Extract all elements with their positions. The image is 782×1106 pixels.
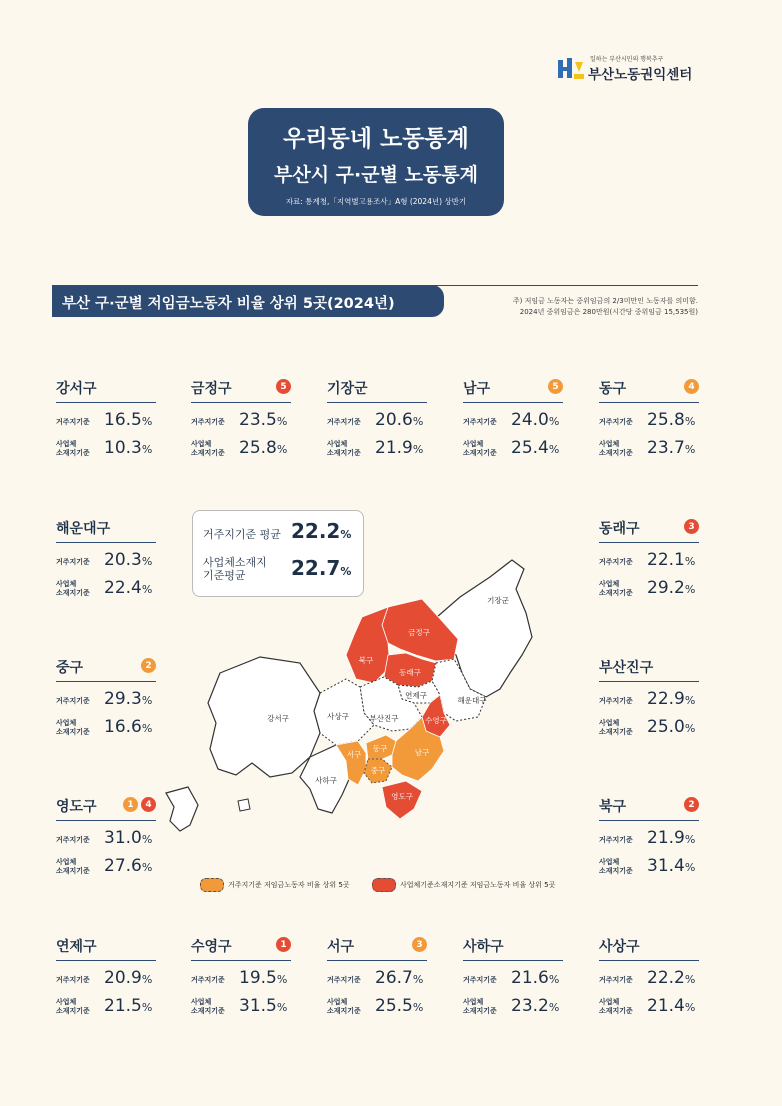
district-sasang <box>599 936 717 1026</box>
map-label-busanjin: 부산진구 <box>369 714 399 723</box>
workplace-label: 사업체 소재지기준 <box>599 998 633 1015</box>
district-seo <box>327 936 445 1026</box>
district-underline <box>599 960 699 961</box>
map-label-nam: 남구 <box>414 748 430 757</box>
residence-value: 20.6% <box>375 410 424 430</box>
map-label-geumjeong: 금정구 <box>408 628 430 637</box>
workplace-value: 23.7% <box>647 438 696 458</box>
residence-label: 거주지기준 <box>56 697 90 705</box>
workplace-value: 22.4% <box>104 578 153 598</box>
district-underline <box>463 960 563 961</box>
district-name: 동래구 <box>599 521 640 537</box>
district-gijang <box>327 378 445 468</box>
district-dong <box>599 378 717 468</box>
map-label-gijang: 기장군 <box>487 596 509 605</box>
legend-swatch-residence <box>200 878 224 892</box>
residence-value: 22.9% <box>647 689 696 709</box>
map-label-dongnae: 동래구 <box>399 668 421 677</box>
district-underline <box>599 542 699 543</box>
district-suyeong <box>191 936 309 1026</box>
workplace-label: 사업체 소재지기준 <box>599 580 633 597</box>
residence-label: 거주지기준 <box>191 976 225 984</box>
rank-badge: 4 <box>684 379 699 394</box>
workplace-value: 21.9% <box>375 438 424 458</box>
residence-value: 31.0% <box>104 828 153 848</box>
workplace-value: 29.2% <box>647 578 696 598</box>
map-island-small <box>238 799 250 811</box>
district-underline <box>56 960 156 961</box>
legend-residence-label: 거주지기준 저임금노동자 비율 상위 5곳 <box>228 881 350 889</box>
workplace-label: 사업체 소재지기준 <box>56 580 90 597</box>
district-gangseo <box>56 378 174 468</box>
logo-mark-icon <box>556 56 586 84</box>
rank-badges <box>548 379 563 394</box>
rank-badge: 5 <box>276 379 291 394</box>
district-underline <box>56 542 156 543</box>
residence-value: 22.2% <box>647 968 696 988</box>
logo-name: 부산노동권익센터 <box>588 67 693 83</box>
workplace-label: 사업체 소재지기준 <box>463 998 497 1015</box>
map-label-sasang: 사상구 <box>327 712 349 721</box>
residence-value: 19.5% <box>239 968 288 988</box>
district-name: 부산진구 <box>599 660 654 676</box>
rank-badge: 4 <box>141 797 156 812</box>
workplace-value: 31.5% <box>239 996 288 1016</box>
district-jung <box>56 657 174 747</box>
residence-label: 거주지기준 <box>599 976 633 984</box>
residence-label: 거주지기준 <box>56 836 90 844</box>
residence-label: 거주지기준 <box>56 418 90 426</box>
district-underline <box>191 402 291 403</box>
residence-label: 거주지기준 <box>191 418 225 426</box>
rank-badge: 2 <box>141 658 156 673</box>
workplace-label: 사업체 소재지기준 <box>56 998 90 1015</box>
district-yeongdo <box>56 796 174 886</box>
workplace-label: 사업체 소재지기준 <box>599 440 633 457</box>
district-underline <box>599 681 699 682</box>
residence-label: 거주지기준 <box>56 558 90 566</box>
district-busanjin <box>599 657 717 747</box>
residence-value: 21.6% <box>511 968 560 988</box>
district-underline <box>599 820 699 821</box>
district-underline <box>327 960 427 961</box>
map-label-buk: 북구 <box>358 656 374 665</box>
workplace-value: 25.0% <box>647 717 696 737</box>
district-underline <box>463 402 563 403</box>
district-dongnae <box>599 518 717 608</box>
source-text: 자료: 통계청,「지역별고용조사」A형 (2024년) 상반기 <box>285 197 467 206</box>
district-underline <box>599 402 699 403</box>
rank-badges <box>276 937 291 952</box>
residence-label: 거주지기준 <box>599 836 633 844</box>
residence-label: 거주지기준 <box>599 418 633 426</box>
workplace-value: 27.6% <box>104 856 153 876</box>
note-line-1: 주) 저임금 노동자는 중위임금의 2/3미만인 노동자를 의미함. <box>512 297 698 305</box>
logo-tagline: 일하는 부산시민의 행복추구 <box>590 56 664 63</box>
rank-badge: 1 <box>123 797 138 812</box>
district-name: 서구 <box>327 939 355 955</box>
district-buk <box>599 796 717 886</box>
district-name: 사상구 <box>599 939 640 955</box>
workplace-value: 31.4% <box>647 856 696 876</box>
workplace-value: 25.8% <box>239 438 288 458</box>
district-name: 연제구 <box>56 939 97 955</box>
legend-workplace-label: 사업체기준소재지기준 저임금노동자 비율 상위 5곳 <box>400 881 556 889</box>
district-name: 금정구 <box>191 381 232 397</box>
rank-badges <box>412 937 427 952</box>
district-name: 중구 <box>56 660 84 676</box>
map-label-suyeong: 수영구 <box>425 716 447 725</box>
district-underline <box>56 402 156 403</box>
workplace-label: 사업체 소재지기준 <box>56 858 90 875</box>
rank-badge: 3 <box>412 937 427 952</box>
district-name: 강서구 <box>56 381 97 397</box>
map-label-seo: 서구 <box>346 750 362 759</box>
district-name: 남구 <box>463 381 491 397</box>
map-label-haeundae: 해운대구 <box>457 696 487 705</box>
section-heading-bar <box>52 285 444 317</box>
note-line-2: 2024년 중위임금은 280만원(시간당 중위임금 15,535원) <box>519 308 698 316</box>
sub-title: 부산시 구·군별 노동통계 <box>274 164 478 186</box>
map-gangseo <box>208 657 320 777</box>
map-label-saha: 사하구 <box>315 776 337 785</box>
section-heading: 부산 구·군별 저임금노동자 비율 상위 5곳(2024년) <box>62 296 395 312</box>
busan-map <box>160 555 580 845</box>
section-note <box>474 296 698 318</box>
workplace-value: 10.3% <box>104 438 153 458</box>
workplace-label: 사업체 소재지기준 <box>327 998 361 1015</box>
district-name: 영도구 <box>56 799 97 815</box>
map-buk <box>346 607 390 683</box>
rank-badge: 5 <box>548 379 563 394</box>
map-island <box>166 787 198 831</box>
workplace-value: 25.4% <box>511 438 560 458</box>
district-name: 동구 <box>599 381 627 397</box>
residence-label: 거주지기준 <box>463 976 497 984</box>
logo <box>556 50 766 90</box>
district-name: 북구 <box>599 799 627 815</box>
district-name: 수영구 <box>191 939 232 955</box>
residence-value: 24.0% <box>511 410 560 430</box>
map-label-gangseo: 강서구 <box>267 714 289 723</box>
map-label-yeongdo: 영도구 <box>391 792 413 801</box>
workplace-label: 사업체 소재지기준 <box>327 440 361 457</box>
residence-value: 22.1% <box>647 550 696 570</box>
rank-badges <box>141 658 156 673</box>
residence-label: 거주지기준 <box>327 418 361 426</box>
district-haeundae <box>56 518 174 608</box>
district-saha <box>463 936 581 1026</box>
workplace-label: 사업체 소재지기준 <box>191 998 225 1015</box>
district-underline <box>56 681 156 682</box>
residence-label: 거주지기준 <box>56 976 90 984</box>
residence-value: 20.3% <box>104 550 153 570</box>
district-name: 사하구 <box>463 939 504 955</box>
residence-value: 29.3% <box>104 689 153 709</box>
map-legend <box>196 877 596 893</box>
residence-label: 거주지기준 <box>599 697 633 705</box>
workplace-label: 사업체 소재지기준 <box>56 719 90 736</box>
workplace-value: 25.5% <box>375 996 424 1016</box>
rank-badge: 3 <box>684 519 699 534</box>
district-nam <box>463 378 581 468</box>
residence-label: 거주지기준 <box>599 558 633 566</box>
workplace-label: 사업체 소재지기준 <box>191 440 225 457</box>
district-geumjeong <box>191 378 309 468</box>
title-box <box>248 108 504 216</box>
map-label-dong: 동구 <box>372 744 388 753</box>
district-underline <box>56 820 156 821</box>
main-title: 우리동네 노동통계 <box>283 126 469 152</box>
workplace-value: 16.6% <box>104 717 153 737</box>
residence-label: 거주지기준 <box>327 976 361 984</box>
map-label-jung: 중구 <box>370 766 386 775</box>
residence-value: 21.9% <box>647 828 696 848</box>
district-underline <box>327 402 427 403</box>
rank-badges <box>684 797 699 812</box>
average-residence-label: 거주지기준 평균 <box>203 528 281 541</box>
residence-value: 26.7% <box>375 968 424 988</box>
rank-badges <box>276 379 291 394</box>
district-yeonje <box>56 936 174 1026</box>
rank-badges <box>684 379 699 394</box>
workplace-value: 21.4% <box>647 996 696 1016</box>
residence-value: 20.9% <box>104 968 153 988</box>
rank-badges <box>684 519 699 534</box>
residence-value: 23.5% <box>239 410 288 430</box>
workplace-value: 23.2% <box>511 996 560 1016</box>
workplace-label: 사업체 소재지기준 <box>599 858 633 875</box>
district-name: 기장군 <box>327 381 368 397</box>
average-workplace-value: 22.7% <box>291 556 352 580</box>
map-label-yeonje: 연제구 <box>405 691 427 700</box>
legend-swatch-workplace <box>372 878 396 892</box>
workplace-label: 사업체 소재지기준 <box>56 440 90 457</box>
workplace-label: 사업체 소재지기준 <box>599 719 633 736</box>
district-underline <box>191 960 291 961</box>
average-residence-value: 22.2% <box>291 519 352 543</box>
residence-value: 16.5% <box>104 410 153 430</box>
workplace-label: 사업체 소재지기준 <box>463 440 497 457</box>
rank-badges <box>123 797 156 812</box>
residence-label: 거주지기준 <box>463 418 497 426</box>
residence-value: 25.8% <box>647 410 696 430</box>
workplace-value: 21.5% <box>104 996 153 1016</box>
rank-badge: 1 <box>276 937 291 952</box>
district-name: 해운대구 <box>56 521 111 537</box>
rank-badge: 2 <box>684 797 699 812</box>
average-workplace-label: 사업체소재지 기준평균 <box>203 556 267 582</box>
